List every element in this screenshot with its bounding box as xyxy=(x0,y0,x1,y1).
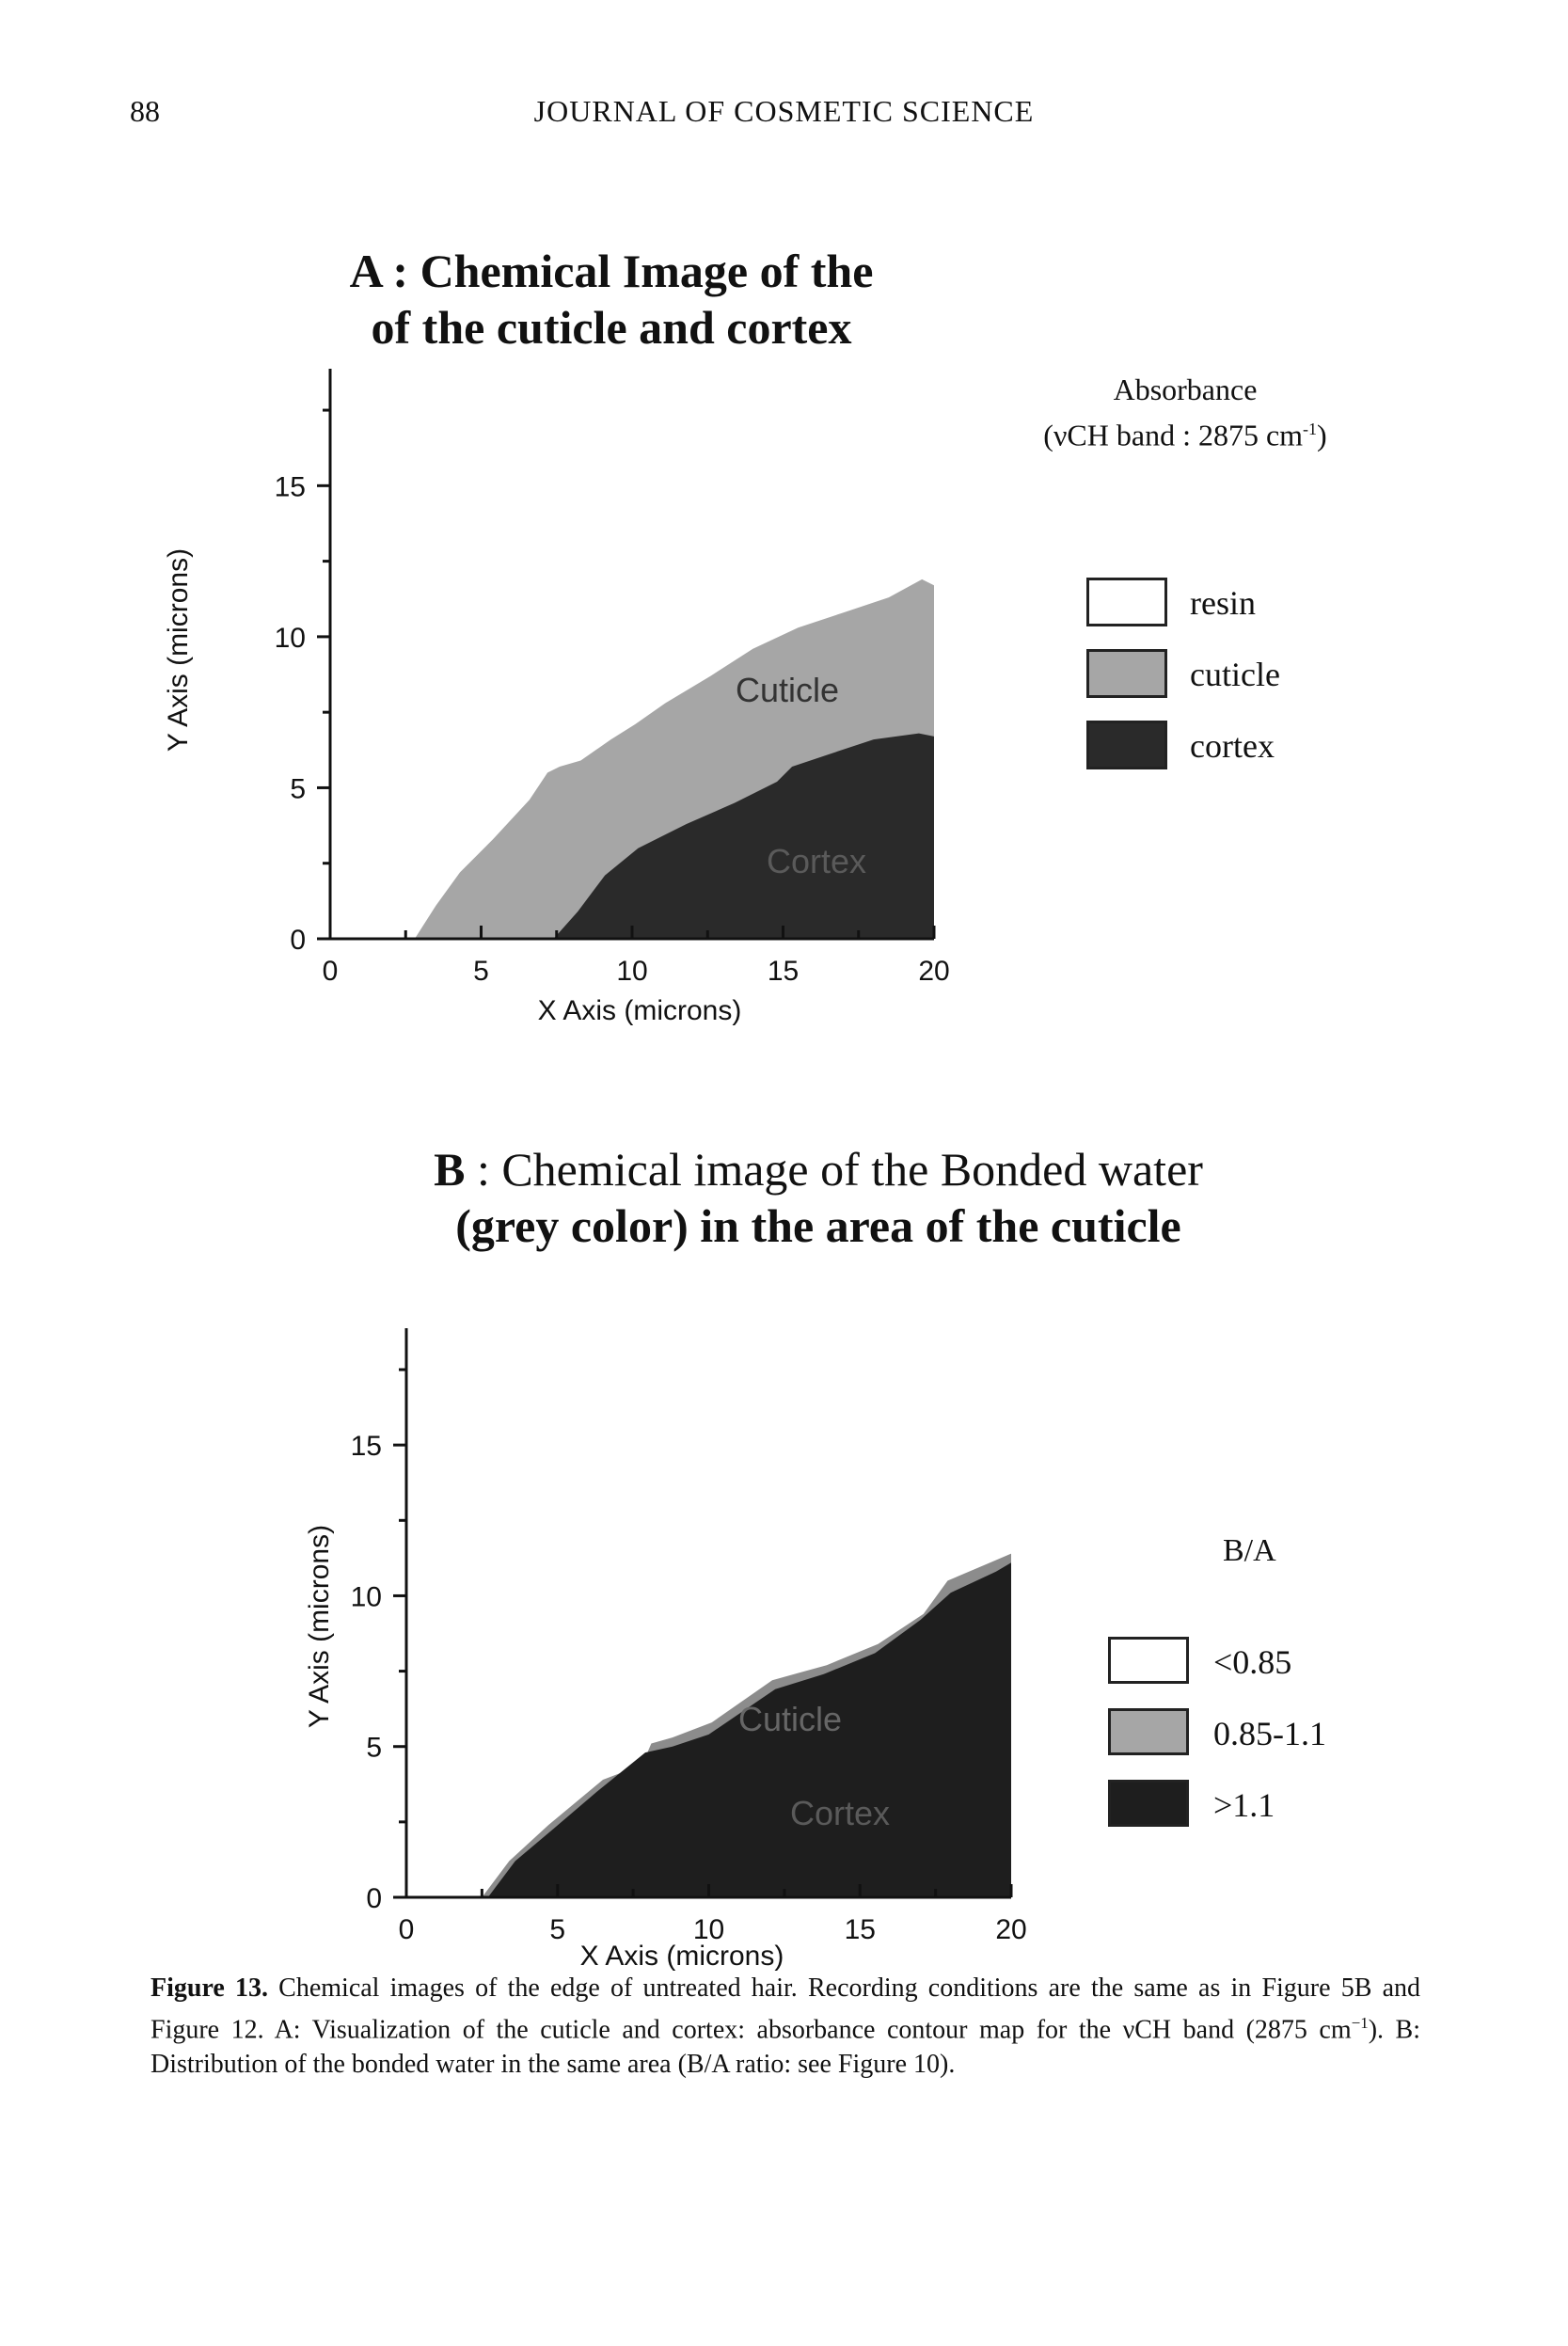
running-head: JOURNAL OF COSMETIC SCIENCE xyxy=(533,94,1035,128)
panel-a-ylabel: Y Axis (microns) xyxy=(163,547,194,753)
panel-b-region-label-cortex: Cortex xyxy=(790,1794,891,1832)
legend-label-low: <0.85 xyxy=(1213,1643,1292,1681)
panel-b-legend-title: B/A xyxy=(1223,1533,1276,1568)
panel-a-x-tick-label: 5 xyxy=(473,956,489,987)
page-number: 88 xyxy=(130,94,160,128)
panel-a-y-tick-label: 5 xyxy=(290,773,306,805)
legend-swatch-high xyxy=(1108,1780,1189,1827)
legend-label-resin: resin xyxy=(1190,584,1256,622)
panel-a-region-label-cuticle: Cuticle xyxy=(736,671,840,709)
panel-a-legend-title-line1: Absorbance xyxy=(1113,373,1258,406)
legend-swatch-low xyxy=(1108,1637,1189,1684)
panel-a-x-tick-label: 0 xyxy=(322,956,339,987)
panel-b-plot xyxy=(0,1223,1568,1994)
panel-a-x-tick-label: 15 xyxy=(767,956,800,987)
legend-label-high: >1.1 xyxy=(1213,1786,1275,1824)
panel-a-title-line1: A : Chemical Image of the xyxy=(349,245,874,297)
panel-b-xlabel: X Axis (microns) xyxy=(579,1941,784,1972)
legend-label-mid: 0.85-1.1 xyxy=(1213,1715,1326,1752)
legend-item-cortex xyxy=(1086,721,1481,777)
legend-swatch-cuticle xyxy=(1086,649,1167,698)
panel-a-xlabel: X Axis (microns) xyxy=(537,995,742,1026)
panel-b-y-tick-label: 10 xyxy=(350,1581,382,1613)
panel-a-x-tick-label: 10 xyxy=(616,956,648,987)
panel-a-y-tick-label: 15 xyxy=(274,471,306,503)
panel-b-y-tick-label: 15 xyxy=(350,1431,382,1463)
panel-a-title-line2: of the cuticle and cortex xyxy=(371,301,852,354)
legend-item-low xyxy=(1108,1637,1447,1693)
figure-caption xyxy=(150,1971,1420,2082)
panel-b-title-line1: B : Chemical image of the Bonded water xyxy=(434,1143,1203,1196)
panel-b-x-tick-label: 15 xyxy=(844,1914,876,1945)
panel-a-legend-title-line2: (νCH band : 2875 $cm^{-1}$) xyxy=(1043,418,1327,452)
legend-item-cuticle xyxy=(1086,649,1481,705)
panel-b-y-tick-label: 5 xyxy=(366,1732,382,1764)
legend-item-resin xyxy=(1086,578,1481,634)
legend-swatch-cortex xyxy=(1086,721,1167,769)
legend-label-cortex: cortex xyxy=(1190,727,1275,765)
panel-a-region-label-cortex: Cortex xyxy=(767,842,867,880)
panel-b-x-tick-label: 20 xyxy=(995,1914,1027,1945)
legend-label-cuticle: cuticle xyxy=(1190,656,1280,693)
figure-caption-sup: −1 xyxy=(1351,2014,1369,2032)
panel-a-legend-title xyxy=(992,370,1378,455)
panel-b-y-tick-label: 0 xyxy=(366,1883,382,1914)
panel-b-x-tick-label: 5 xyxy=(549,1914,566,1945)
panel-a-y-tick-label: 10 xyxy=(274,622,306,654)
legend-item-high xyxy=(1108,1780,1447,1836)
figure-caption-text-2: ). B: Distribution of the bonded water in the same area (B/A ratio: see Figure 10). xyxy=(150,2015,1421,2080)
figure-caption-label: Figure 13. xyxy=(150,1973,268,2003)
panel-b-region-label-cuticle: Cuticle xyxy=(738,1700,843,1738)
panel-a-y-tick-label: 0 xyxy=(290,925,306,956)
panel-a-plot xyxy=(0,0,1568,1129)
legend-swatch-mid xyxy=(1108,1708,1189,1755)
legend-swatch-resin xyxy=(1086,578,1167,626)
panel-b-x-tick-label: 10 xyxy=(692,1914,725,1945)
panel-b-title-line2: (grey color) in the area of the cuticle xyxy=(455,1199,1181,1252)
panel-b-x-tick-label: 0 xyxy=(398,1914,415,1945)
panel-b-ylabel: Y Axis (microns) xyxy=(304,1524,335,1729)
legend-item-mid xyxy=(1108,1708,1447,1765)
panel-a-x-tick-label: 20 xyxy=(918,956,950,987)
figure-caption-text: Chemical images of the edge of untreated hair. Recording conditions are the same as in Figure 5B and Figure 12. A: Visualization of the cuticle and cortex: absorbance contour map for the νCH band (2875 cm xyxy=(150,1973,1421,2045)
